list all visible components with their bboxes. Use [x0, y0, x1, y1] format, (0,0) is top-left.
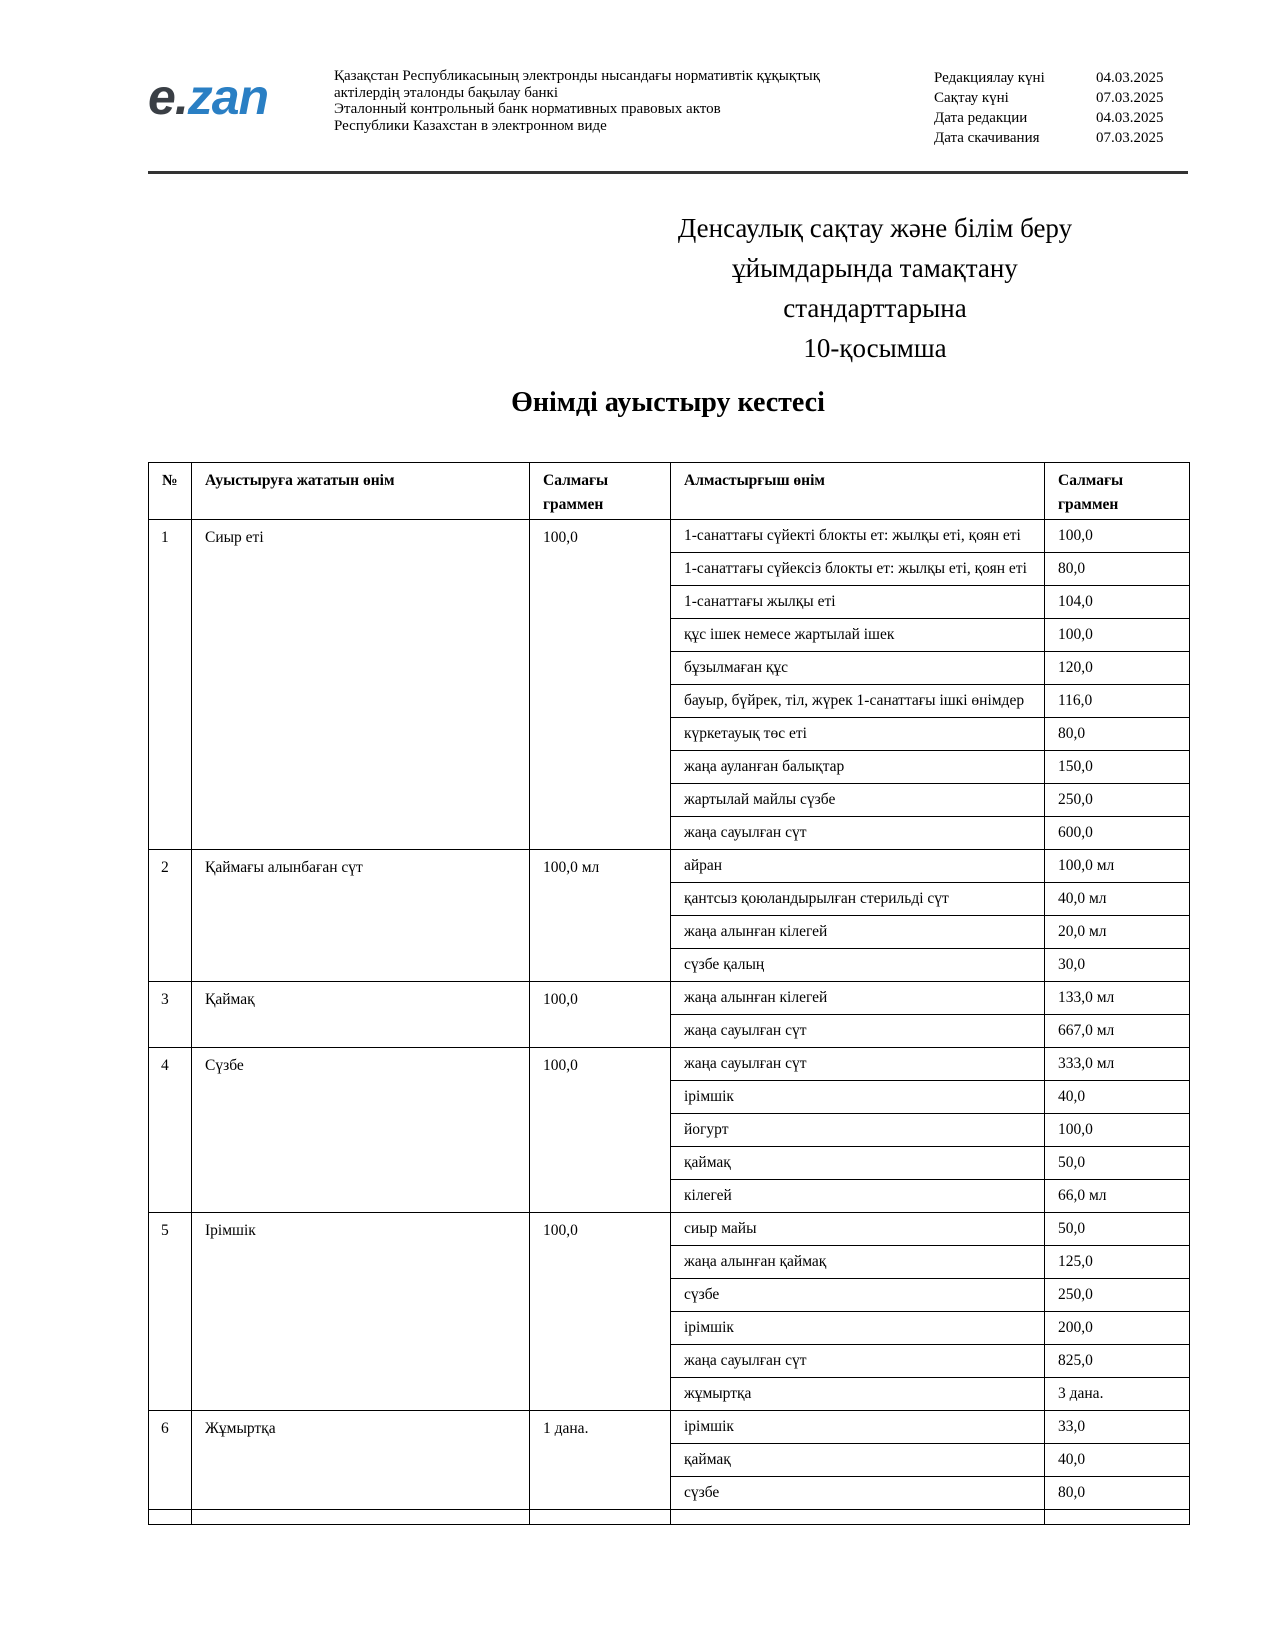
group-product: Ірімшік: [192, 1213, 530, 1411]
substitute-name: қантсыз қоюландырылған стерильді сүт: [671, 883, 1045, 916]
substitute-name: қаймақ: [671, 1147, 1045, 1180]
substitute-name: қаймақ: [671, 1444, 1045, 1477]
substitute-weight: 250,0: [1045, 1279, 1190, 1312]
group-weight: 100,0: [530, 982, 671, 1048]
header-line: Эталонный контрольный банк нормативных правовых актов: [334, 101, 721, 117]
substitute-name: жаңа алынған кілегей: [671, 916, 1045, 949]
empty-cell: [671, 1510, 1045, 1525]
substitute-name: сүзбе қалың: [671, 949, 1045, 982]
substitute-name: жұмыртқа: [671, 1378, 1045, 1411]
table-row: [149, 850, 1190, 883]
empty-cell: [192, 1510, 530, 1525]
substitute-weight: 667,0 мл: [1045, 1015, 1190, 1048]
table-row: [149, 520, 1190, 553]
substitute-name: сүзбе: [671, 1477, 1045, 1510]
substitute-weight: 40,0: [1045, 1444, 1190, 1477]
substitute-weight: 80,0: [1045, 553, 1190, 586]
substitute-weight: 80,0: [1045, 718, 1190, 751]
substitute-weight: 100,0 мл: [1045, 850, 1190, 883]
appendix-line: ұйымдарында тамақтану: [732, 253, 1018, 283]
header-product: Ауыстыруға жататын өнім: [192, 463, 530, 520]
substitute-weight: 100,0: [1045, 1114, 1190, 1147]
header-line: Қазақстан Республикасының электронды нысандағы нормативтік құқықтық: [334, 68, 821, 84]
substitute-name: ірімшік: [671, 1081, 1045, 1114]
group-number: 5: [149, 1213, 192, 1411]
substitute-weight: 30,0: [1045, 949, 1190, 982]
substitute-weight: 825,0: [1045, 1345, 1190, 1378]
substitute-weight: 104,0: [1045, 586, 1190, 619]
meta-value: 07.03.2025: [1096, 130, 1164, 146]
group-product: Қаймағы алынбаған сүт: [192, 850, 530, 982]
group-number: 4: [149, 1048, 192, 1213]
group-weight: 100,0: [530, 1213, 671, 1411]
substitution-table: [148, 462, 1190, 1525]
group-product: Қаймақ: [192, 982, 530, 1048]
substitute-weight: 50,0: [1045, 1147, 1190, 1180]
meta-value: 07.03.2025: [1096, 90, 1164, 106]
group-product: Сиыр еті: [192, 520, 530, 850]
substitute-name: кілегей: [671, 1180, 1045, 1213]
empty-cell: [530, 1510, 671, 1525]
header-divider: [148, 171, 1188, 174]
substitute-weight: 100,0: [1045, 520, 1190, 553]
substitute-weight: 116,0: [1045, 685, 1190, 718]
substitute-weight: 600,0: [1045, 817, 1190, 850]
substitute-name: сүзбе: [671, 1279, 1045, 1312]
meta-value: 04.03.2025: [1096, 70, 1164, 86]
substitute-name: жаңа сауылған сүт: [671, 1345, 1045, 1378]
header-line: Республики Казахстан в электронном виде: [334, 117, 607, 134]
group-product: Сүзбе: [192, 1048, 530, 1213]
group-product: Жұмыртқа: [192, 1411, 530, 1510]
substitute-name: жаңа сауылған сүт: [671, 1015, 1045, 1048]
substitute-weight: 120,0: [1045, 652, 1190, 685]
table-row: [149, 982, 1190, 1015]
substitute-weight: 50,0: [1045, 1213, 1190, 1246]
substitute-name: 1-санаттағы жылқы еті: [671, 586, 1045, 619]
header-weight: Салмағы граммен: [530, 463, 671, 520]
substitute-weight: 100,0: [1045, 619, 1190, 652]
table-header-row: [149, 463, 1190, 520]
meta-label: Сақтау күні: [934, 90, 1009, 106]
substitute-weight: 80,0: [1045, 1477, 1190, 1510]
substitute-name: құс ішек немесе жартылай ішек: [671, 619, 1045, 652]
document-header: [148, 60, 1188, 172]
substitute-name: жаңа алынған қаймақ: [671, 1246, 1045, 1279]
header-line: актілердің эталонды бақылау банкі: [334, 84, 558, 101]
substitute-name: айран: [671, 850, 1045, 883]
substitute-name: жаңа сауылған сүт: [671, 817, 1045, 850]
substitute-weight: 133,0 мл: [1045, 982, 1190, 1015]
substitute-weight: 20,0 мл: [1045, 916, 1190, 949]
group-weight: 100,0 мл: [530, 850, 671, 982]
header-dates: [934, 68, 1176, 148]
group-weight: 100,0: [530, 1048, 671, 1213]
table-row: [149, 1048, 1190, 1081]
header-num: №: [149, 463, 192, 520]
empty-cell: [1045, 1510, 1190, 1525]
meta-label: Дата редакции: [934, 110, 1028, 126]
substitute-weight: 150,0: [1045, 751, 1190, 784]
substitute-name: жаңа алынған кілегей: [671, 982, 1045, 1015]
substitute-weight: 250,0: [1045, 784, 1190, 817]
group-number: 1: [149, 520, 192, 850]
substitute-name: күркетауық төс еті: [671, 718, 1045, 751]
substitute-name: ірімшік: [671, 1411, 1045, 1444]
appendix-note: [610, 208, 1140, 368]
appendix-line: 10-қосымша: [803, 333, 947, 363]
group-number: 2: [149, 850, 192, 982]
group-weight: 1 дана.: [530, 1411, 671, 1510]
empty-cell: [149, 1510, 192, 1525]
substitute-weight: 40,0: [1045, 1081, 1190, 1114]
appendix-line: Денсаулық сақтау және білім беру: [677, 213, 1073, 243]
meta-label: Редакциялау күні: [934, 70, 1045, 86]
substitute-weight: 125,0: [1045, 1246, 1190, 1279]
substitute-weight: 333,0 мл: [1045, 1048, 1190, 1081]
substitute-name: бұзылмаған құс: [671, 652, 1045, 685]
appendix-line: стандарттарына: [783, 293, 967, 323]
substitute-weight: 40,0 мл: [1045, 883, 1190, 916]
substitute-name: жаңа ауланған балықтар: [671, 751, 1045, 784]
table-row: [149, 1213, 1190, 1246]
table-row-continued: [149, 1510, 1190, 1525]
substitute-name: йогурт: [671, 1114, 1045, 1147]
substitute-name: жартылай майлы сүзбе: [671, 784, 1045, 817]
substitute-name: бауыр, бүйрек, тіл, жүрек 1-санаттағы ішкі өнімдер: [671, 685, 1045, 718]
substitute-name: 1-санаттағы сүйекті блокты ет: жылқы еті, қоян еті: [671, 520, 1045, 553]
group-weight: 100,0: [530, 520, 671, 850]
header-description: [334, 68, 894, 134]
substitute-weight: 3 дана.: [1045, 1378, 1190, 1411]
ezan-logo: e.zan: [148, 69, 269, 125]
substitute-name: сиыр майы: [671, 1213, 1045, 1246]
meta-label: Дата скачивания: [934, 130, 1040, 146]
meta-value: 04.03.2025: [1096, 110, 1164, 126]
substitute-name: 1-санаттағы сүйексіз блокты ет: жылқы еті, қоян еті: [671, 553, 1045, 586]
header-substitute: Алмастырғыш өнім: [671, 463, 1045, 520]
group-number: 6: [149, 1411, 192, 1510]
substitute-weight: 33,0: [1045, 1411, 1190, 1444]
table-row: [149, 1411, 1190, 1444]
group-number: 3: [149, 982, 192, 1048]
substitute-name: жаңа сауылған сүт: [671, 1048, 1045, 1081]
header-sub-weight: Салмағы граммен: [1045, 463, 1190, 520]
document-title: Өнімді ауыстыру кестесі: [511, 387, 825, 418]
substitute-weight: 200,0: [1045, 1312, 1190, 1345]
substitute-weight: 66,0 мл: [1045, 1180, 1190, 1213]
substitute-name: ірімшік: [671, 1312, 1045, 1345]
